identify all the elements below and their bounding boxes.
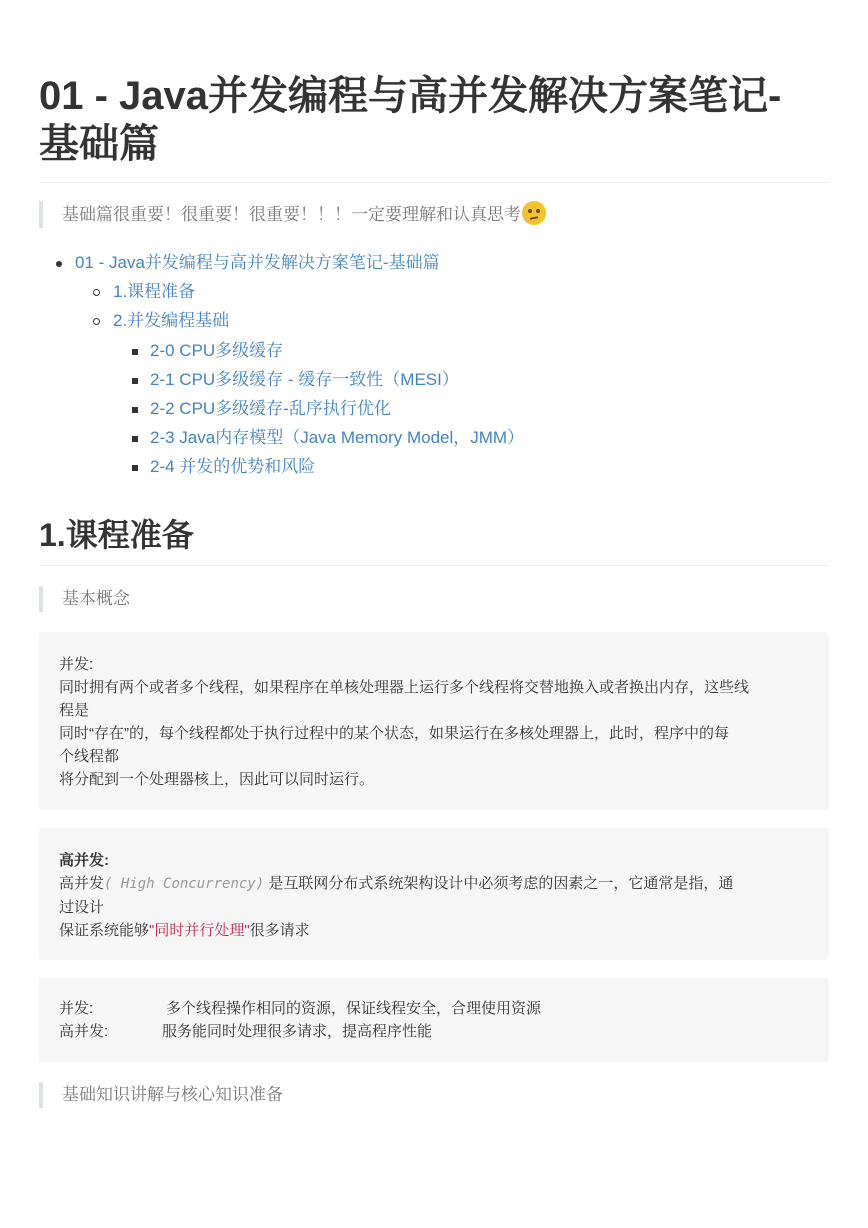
basic-concepts-text: 基本概念: [62, 589, 130, 608]
concurrency-line-5: 将分配到一个处理器核上，因此可以同时运行。: [59, 771, 375, 788]
toc-bullet-circle: [93, 318, 100, 325]
toc-link-2-0[interactable]: 2-0 CPU多级缓存: [150, 341, 284, 360]
toc-link-2-2[interactable]: 2-2 CPU多级缓存-乱序执行优化: [150, 399, 391, 418]
toc-link-root[interactable]: 01 - Java并发编程与高并发解决方案笔记-基础篇: [75, 253, 440, 272]
comparison-text-high-concurrency: 服务能同时处理很多请求，提高程序性能: [162, 1023, 433, 1040]
page-title-line1: 01 - Java并发编程与高并发解决方案笔记-: [39, 74, 782, 118]
comparison-block: [39, 978, 829, 1062]
thinking-face-icon: [522, 201, 546, 225]
title-divider: [39, 182, 829, 183]
intro-quote-text: 基础篇很重要！很重要！很重要！！！一定要理解和认真思考: [62, 205, 521, 224]
comparison-label-high-concurrency: 高并发:: [59, 1023, 109, 1040]
concurrency-line-4: 个线程都: [59, 748, 120, 765]
concurrency-label: 并发:: [59, 656, 94, 673]
high-concurrency-definition-block: [39, 828, 829, 960]
high-concurrency-english: ( High Concurrency): [104, 876, 265, 892]
toc-link-2-1[interactable]: 2-1 CPU多级缓存 - 缓存一致性（MESI）: [150, 370, 459, 389]
comparison-text-concurrency: 多个线程操作相同的资源，保证线程安全，合理使用资源: [166, 1000, 542, 1017]
comparison-row-concurrency: [59, 997, 809, 1020]
page-title: [39, 72, 829, 168]
high-concurrency-prefix: 高并发: [59, 875, 105, 892]
concurrency-line-1: 同时拥有两个或者多个线程，如果程序在单核处理器上运行多个线程将交替地换入或者换出内存，这些线: [59, 679, 750, 696]
toc-bullet-square: [132, 378, 138, 384]
comparison-label-concurrency: 并发:: [59, 1000, 94, 1017]
toc-bullet-disc: [56, 261, 62, 267]
concurrency-line-3: 同时“存在”的，每个线程都处于执行过程中的某个状态，如果运行在多核处理器上，此时，程序中的每: [59, 725, 729, 742]
high-concurrency-rest: 是互联网分布式系统架构设计中必须考虑的因素之一，它通常是指，通: [264, 875, 734, 892]
basic-concepts-blockquote: [39, 586, 829, 612]
section-heading-course-prep: 1.课程准备: [39, 517, 194, 553]
concurrency-line-2: 程是: [59, 702, 90, 719]
comparison-row-high-concurrency: [59, 1020, 809, 1043]
toc-bullet-square: [132, 465, 138, 471]
toc-bullet-square: [132, 436, 138, 442]
high-concurrency-line3-suffix: 很多请求: [249, 922, 310, 939]
page-title-line2: 基础篇: [39, 122, 159, 166]
toc-bullet-square: [132, 349, 138, 355]
section-divider: [39, 565, 829, 566]
toc-link-2-4[interactable]: 2-4 并发的优势和风险: [150, 457, 316, 476]
toc-bullet-square: [132, 407, 138, 413]
toc-link-course-prep[interactable]: 1.课程准备: [113, 282, 196, 301]
intro-blockquote: [39, 201, 829, 228]
toc-bullet-circle: [93, 289, 100, 296]
toc-link-concurrency-basics[interactable]: 2.并发编程基础: [113, 311, 230, 330]
high-concurrency-line-3: [59, 919, 809, 942]
concurrency-definition-block: [39, 632, 829, 810]
core-knowledge-text: 基础知识讲解与核心知识准备: [62, 1085, 283, 1104]
high-concurrency-label: 高并发:: [59, 852, 109, 869]
highlight-parallel-processing: "同时并行处理": [149, 922, 250, 939]
toc-link-2-3[interactable]: 2-3 Java内存模型（Java Memory Model，JMM）: [150, 428, 525, 447]
high-concurrency-line-2: 过设计: [59, 899, 105, 916]
core-knowledge-blockquote: [39, 1082, 829, 1108]
high-concurrency-line-1: [59, 872, 809, 896]
high-concurrency-line3-prefix: 保证系统能够: [59, 922, 150, 939]
